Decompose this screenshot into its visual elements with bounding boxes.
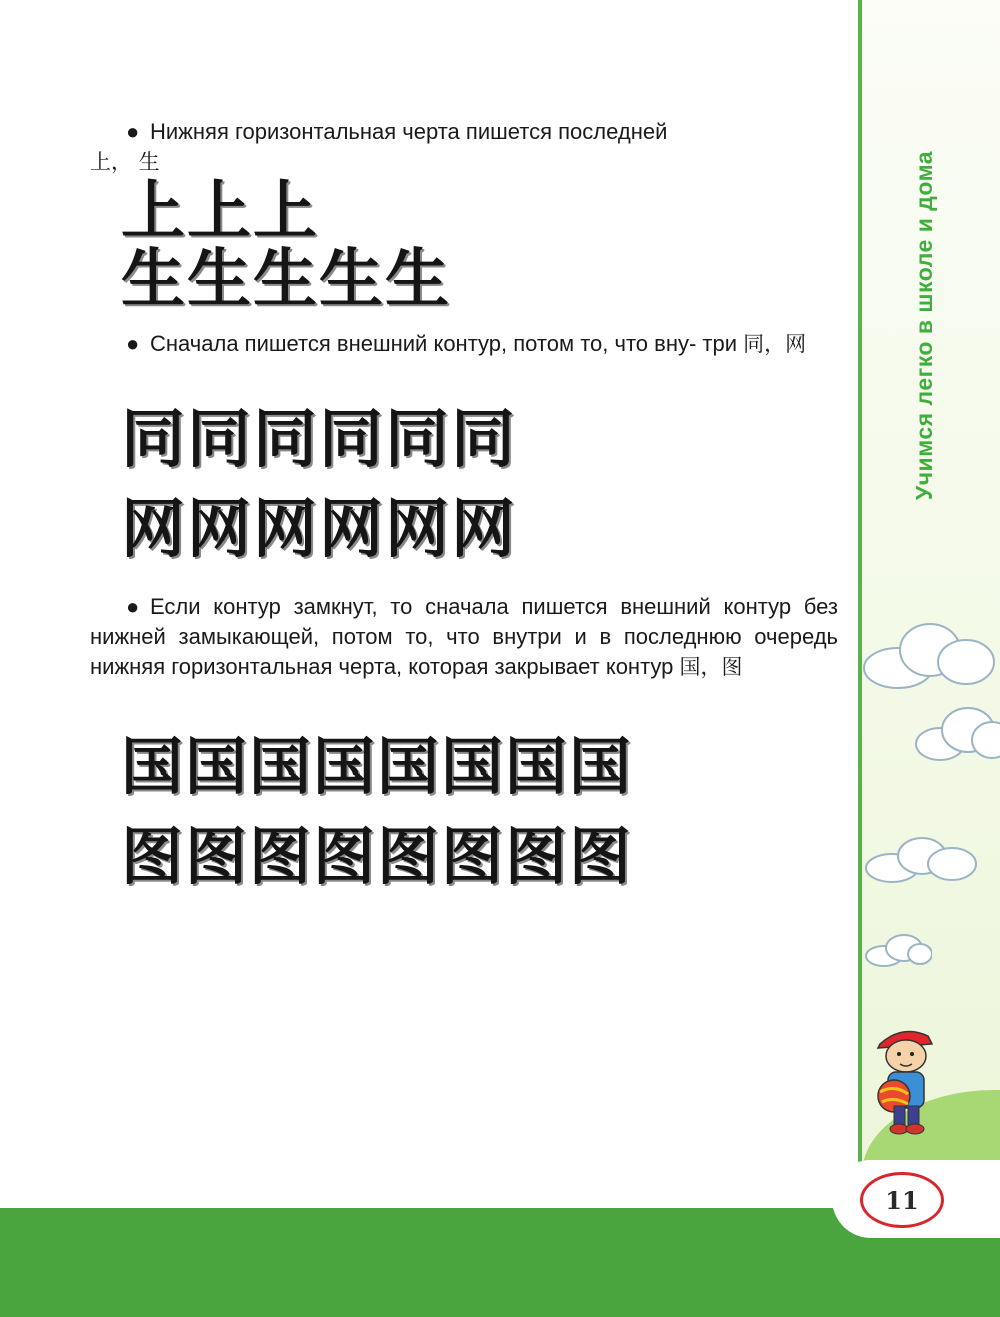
stroke-glyph: 同: [451, 403, 515, 477]
stroke-glyph: 生: [319, 243, 383, 317]
rule-2: [90, 329, 838, 359]
cloud-icon: [862, 930, 932, 970]
bullet-icon: ●: [126, 594, 140, 619]
rule-1-text: Нижняя горизонтальная черта пишется последней: [150, 119, 668, 144]
stroke-glyph: 图: [312, 820, 375, 893]
rule-2-chars: 同，网: [743, 332, 807, 356]
stroke-glyph: 网: [451, 493, 515, 567]
bullet-icon: ●: [126, 119, 140, 144]
stroke-glyph: 图: [184, 820, 247, 893]
rule-1: [90, 117, 838, 177]
stroke-glyph: 国: [568, 730, 631, 803]
rule-3: [90, 592, 838, 682]
stroke-glyph: 生: [187, 243, 251, 317]
stroke-glyph: 国: [248, 730, 311, 803]
stroke-glyph: 图: [248, 820, 311, 893]
stroke-glyph: 同: [253, 403, 317, 477]
stroke-row-5: [120, 727, 632, 807]
boy-illustration-icon: [866, 1022, 946, 1137]
stroke-row-3: [120, 400, 516, 480]
stroke-row-2: [120, 240, 450, 320]
stroke-glyph: 国: [440, 730, 503, 803]
cloud-icon: [862, 830, 982, 890]
stroke-glyph: 国: [312, 730, 375, 803]
rule-1-chars: 上， 生: [90, 150, 160, 174]
bullet-icon: ●: [126, 331, 140, 356]
cloud-icon: [858, 610, 1000, 700]
page-number: 11: [860, 1172, 944, 1228]
stroke-row-4: [120, 490, 516, 570]
stroke-glyph: 上: [121, 175, 185, 249]
rule-2-text: Сначала пишется внешний контур, потом то, что вну- три: [150, 331, 738, 356]
stroke-glyph: 国: [504, 730, 567, 803]
stroke-glyph: 生: [253, 243, 317, 317]
stroke-glyph: 网: [319, 493, 383, 567]
stroke-glyph: 同: [121, 403, 185, 477]
stroke-glyph: 上: [187, 175, 251, 249]
cloud-icon: [910, 700, 1000, 770]
stroke-glyph: 国: [184, 730, 247, 803]
stroke-glyph: 生: [385, 243, 449, 317]
stroke-glyph: 同: [319, 403, 383, 477]
sidebar-title: [905, 105, 945, 545]
stroke-glyph: 国: [376, 730, 439, 803]
rule-3-text: Если контур замкнут, то сначала пишется внешний контур без нижней замыкающей, потом то, что внутри и в последнюю очередь нижняя горизонтальная черта, которая закрывает контур: [90, 594, 838, 679]
rule-3-chars: 国，图: [679, 655, 743, 679]
stroke-glyph: 图: [568, 820, 631, 893]
stroke-glyph: 图: [120, 820, 183, 893]
stroke-glyph: 图: [376, 820, 439, 893]
sidebar-title-text: Учимся легко в школе и дома: [911, 150, 938, 500]
stroke-glyph: 同: [385, 403, 449, 477]
stroke-glyph: 网: [187, 493, 251, 567]
stroke-glyph: 网: [385, 493, 449, 567]
stroke-glyph: 图: [504, 820, 567, 893]
stroke-glyph: 同: [187, 403, 251, 477]
stroke-glyph: 生: [121, 243, 185, 317]
stroke-glyph: 国: [120, 730, 183, 803]
stroke-row-6: [120, 817, 632, 897]
stroke-glyph: 图: [440, 820, 503, 893]
stroke-glyph: 上: [253, 175, 317, 249]
stroke-glyph: 网: [121, 493, 185, 567]
stroke-glyph: 网: [253, 493, 317, 567]
